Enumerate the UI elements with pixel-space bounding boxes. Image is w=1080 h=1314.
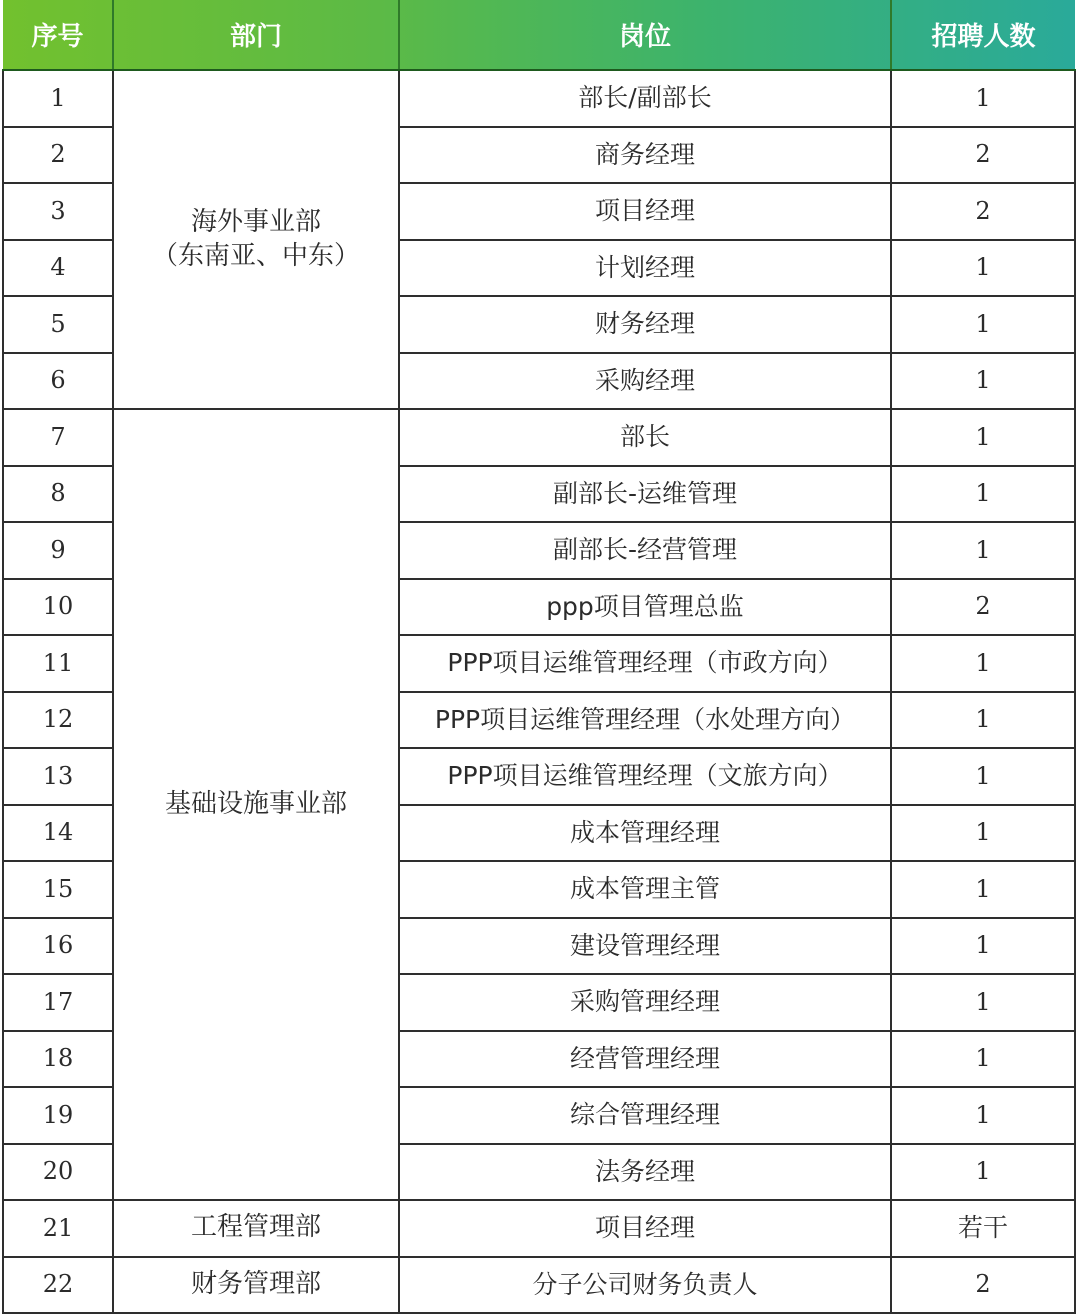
row-position: 计划经理 <box>399 240 891 297</box>
row-count: 1 <box>891 296 1075 353</box>
row-count: 1 <box>891 70 1075 127</box>
department-subtitle: （东南亚、中东） <box>151 240 360 271</box>
row-position: 采购管理经理 <box>399 974 891 1031</box>
row-count: 1 <box>891 1087 1075 1144</box>
row-count: 2 <box>891 127 1075 184</box>
row-no: 13 <box>3 748 113 805</box>
row-no: 15 <box>3 861 113 918</box>
row-count: 1 <box>891 805 1075 862</box>
department-name: 工程管理部 <box>190 1212 321 1243</box>
department-cell-engineering <box>113 1200 399 1257</box>
row-count: 1 <box>891 240 1075 297</box>
row-no: 21 <box>3 1200 113 1257</box>
row-no: 3 <box>3 183 113 240</box>
row-count: 1 <box>891 974 1075 1031</box>
table-row <box>3 70 1075 127</box>
row-position: 部长 <box>399 409 891 466</box>
row-count: 1 <box>891 466 1075 523</box>
department-cell-finance <box>113 1257 399 1314</box>
row-count: 1 <box>891 692 1075 749</box>
table-row <box>3 1200 1075 1257</box>
row-count: 2 <box>891 579 1075 636</box>
row-no: 7 <box>3 409 113 466</box>
row-position: 副部长-经营管理 <box>399 522 891 579</box>
row-count: 2 <box>891 183 1075 240</box>
table-row <box>3 1257 1075 1314</box>
row-position: PPP项目运维管理经理（文旅方向） <box>399 748 891 805</box>
row-position: PPP项目运维管理经理（市政方向） <box>399 635 891 692</box>
row-count: 1 <box>891 522 1075 579</box>
row-position: ppp项目管理总监 <box>399 579 891 636</box>
row-position: 商务经理 <box>399 127 891 184</box>
row-no: 20 <box>3 1144 113 1201</box>
header-count: 招聘人数 <box>891 0 1075 70</box>
row-position: 采购经理 <box>399 353 891 410</box>
row-no: 14 <box>3 805 113 862</box>
row-count: 2 <box>891 1257 1075 1314</box>
row-count: 1 <box>891 1031 1075 1088</box>
row-position: 项目经理 <box>399 183 891 240</box>
header-department: 部门 <box>113 0 399 70</box>
row-position: 成本管理主管 <box>399 861 891 918</box>
row-position: 成本管理经理 <box>399 805 891 862</box>
row-no: 11 <box>3 635 113 692</box>
department-name: 财务管理部 <box>190 1268 321 1299</box>
row-position: 副部长-运维管理 <box>399 466 891 523</box>
row-no: 6 <box>3 353 113 410</box>
row-position: 项目经理 <box>399 1200 891 1257</box>
header-position: 岗位 <box>399 0 891 70</box>
row-position: 法务经理 <box>399 1144 891 1201</box>
department-name: 海外事业部 <box>190 206 321 237</box>
row-count: 若干 <box>891 1200 1075 1257</box>
row-position: 部长/副部长 <box>399 70 891 127</box>
row-position: 建设管理经理 <box>399 918 891 975</box>
row-count: 1 <box>891 861 1075 918</box>
row-no: 9 <box>3 522 113 579</box>
row-position: 综合管理经理 <box>399 1087 891 1144</box>
row-no: 5 <box>3 296 113 353</box>
row-count: 1 <box>891 353 1075 410</box>
row-count: 1 <box>891 409 1075 466</box>
row-position: 经营管理经理 <box>399 1031 891 1088</box>
recruitment-table <box>2 0 1076 1314</box>
row-position: PPP项目运维管理经理（水处理方向） <box>399 692 891 749</box>
row-no: 10 <box>3 579 113 636</box>
row-count: 1 <box>891 1144 1075 1201</box>
row-no: 12 <box>3 692 113 749</box>
row-count: 1 <box>891 635 1075 692</box>
row-no: 18 <box>3 1031 113 1088</box>
row-no: 8 <box>3 466 113 523</box>
row-no: 16 <box>3 918 113 975</box>
row-count: 1 <box>891 918 1075 975</box>
department-name: 基础设施事业部 <box>164 788 347 819</box>
row-no: 17 <box>3 974 113 1031</box>
table-header-row <box>3 0 1075 70</box>
row-no: 22 <box>3 1257 113 1314</box>
row-count: 1 <box>891 748 1075 805</box>
row-no: 4 <box>3 240 113 297</box>
row-no: 19 <box>3 1087 113 1144</box>
row-no: 1 <box>3 70 113 127</box>
row-position: 财务经理 <box>399 296 891 353</box>
row-position: 分子公司财务负责人 <box>399 1257 891 1314</box>
department-cell-infrastructure <box>113 409 399 1200</box>
table-row <box>3 409 1075 466</box>
row-no: 2 <box>3 127 113 184</box>
header-no: 序号 <box>3 0 113 70</box>
department-cell-overseas <box>113 70 399 409</box>
